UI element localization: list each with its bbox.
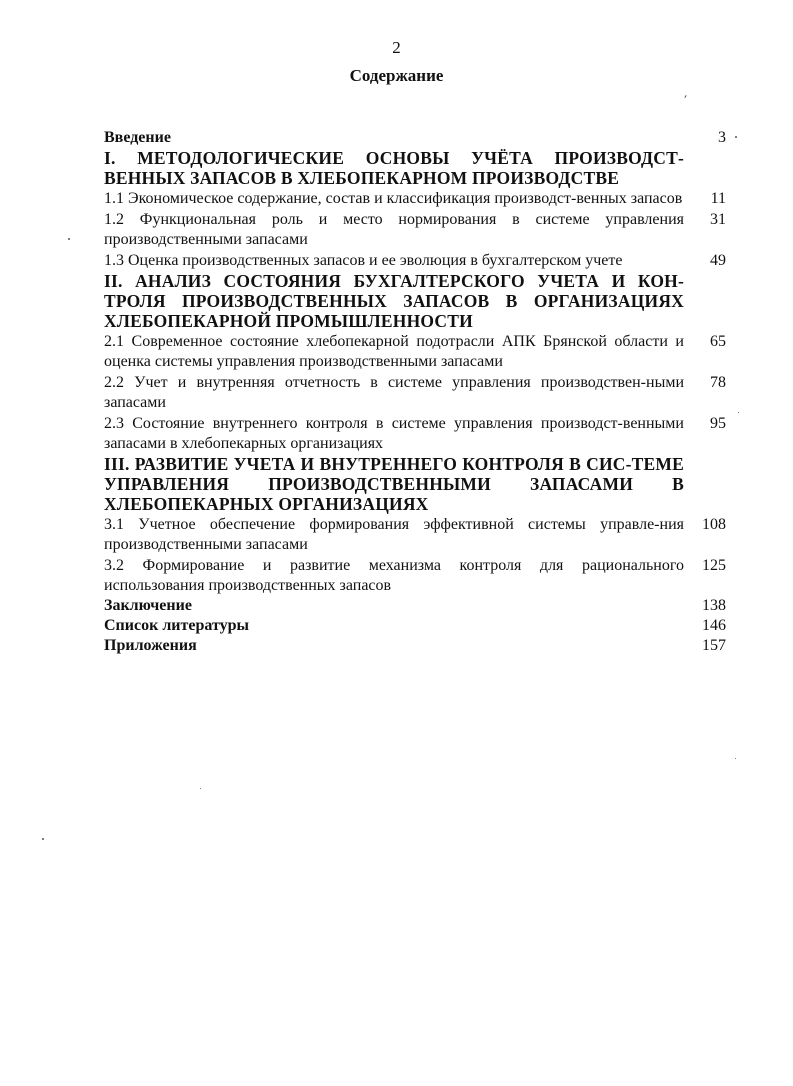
toc-entry-text: Список литературы bbox=[104, 617, 249, 634]
toc-entry-3-2 bbox=[104, 556, 726, 596]
toc-entry-page: 157 bbox=[702, 637, 726, 654]
toc-entry-references bbox=[104, 616, 726, 636]
toc-entry-appendices bbox=[104, 636, 726, 656]
toc-entry-2-2 bbox=[104, 373, 726, 413]
toc-title: Содержание bbox=[349, 66, 444, 85]
toc-entry-page: 125 bbox=[702, 557, 726, 574]
toc-entry-text: 1.3 Оценка производственных запасов и ее эволюция в бухгалтерском учете bbox=[104, 252, 623, 269]
toc-chapter-2 bbox=[104, 271, 726, 331]
toc-chapter-1 bbox=[104, 148, 726, 188]
scan-speck bbox=[735, 136, 737, 138]
toc-entry-introduction bbox=[104, 128, 726, 148]
scan-speck bbox=[735, 758, 736, 759]
toc-entry-1-2 bbox=[104, 210, 726, 250]
scan-speck bbox=[200, 788, 201, 789]
toc-entry-text: 3.2 Формирование и развитие механизма контроля для рационального использования производственных запасов bbox=[104, 557, 684, 594]
toc-entry-text: Приложения bbox=[104, 637, 197, 654]
toc-entry-page: 108 bbox=[702, 516, 726, 533]
toc-chapter-title: II. АНАЛИЗ СОСТОЯНИЯ БУХГАЛТЕРСКОГО УЧЕТА И КОН-ТРОЛЯ ПРОИЗВОДСТВЕННЫХ ЗАПАСОВ В ОРГАНИЗАЦИЯХ ХЛЕБОПЕКАРНОЙ ПРОМЫШЛЕННОСТИ bbox=[104, 271, 684, 331]
scan-speck bbox=[684, 95, 686, 98]
page-number: 2 bbox=[392, 38, 401, 57]
toc-entry-text: 3.1 Учетное обеспечение формирования эффективной системы управле-ния производственными запасами bbox=[104, 516, 684, 553]
toc-entry-1-3 bbox=[104, 251, 726, 271]
toc-entry-page: 31 bbox=[710, 211, 726, 228]
toc-entry-3-1 bbox=[104, 515, 726, 555]
toc-entry-conclusion bbox=[104, 596, 726, 616]
toc-entry-page: 3 bbox=[718, 129, 726, 146]
toc-entry-text: Введение bbox=[104, 129, 171, 146]
scan-speck bbox=[738, 412, 739, 413]
toc-entry-page: 78 bbox=[710, 374, 726, 391]
toc-entry-2-3 bbox=[104, 414, 726, 454]
toc-entry-text: Заключение bbox=[104, 597, 192, 614]
toc-entry-page: 138 bbox=[702, 597, 726, 614]
toc-chapter-title: III. РАЗВИТИЕ УЧЕТА И ВНУТРЕННЕГО КОНТРОЛЯ В СИС-ТЕМЕ УПРАВЛЕНИЯ ПРОИЗВОДСТВЕННЫМИ ЗАПАСАМИ В ХЛЕБОПЕКАРНЫХ ОРГАНИЗАЦИЯХ bbox=[104, 454, 684, 514]
toc-chapter-title: I. МЕТОДОЛОГИЧЕСКИЕ ОСНОВЫ УЧЁТА ПРОИЗВОДСТ-ВЕННЫХ ЗАПАСОВ В ХЛЕБОПЕКАРНОМ ПРОИЗВОДСТВЕ bbox=[104, 148, 684, 188]
toc-entry-text: 2.2 Учет и внутренняя отчетность в системе управления производствен-ными запасами bbox=[104, 374, 684, 411]
toc-entry-text: 2.1 Современное состояние хлебопекарной подотрасли АПК Брянской области и оценка системы управления производственными запасами bbox=[104, 333, 684, 370]
toc-entry-page: 11 bbox=[710, 190, 726, 207]
toc-entry-page: 65 bbox=[710, 333, 726, 350]
toc-chapter-3 bbox=[104, 454, 726, 514]
toc-entry-text: 1.2 Функциональная роль и место нормирования в системе управления производственными запасами bbox=[104, 211, 684, 248]
toc-entry-1-1 bbox=[104, 189, 726, 209]
toc-entry-page: 95 bbox=[710, 415, 726, 432]
scan-speck bbox=[42, 838, 44, 840]
toc-entry-2-1 bbox=[104, 332, 726, 372]
toc-entry-text: 2.3 Состояние внутреннего контроля в системе управления производст-венными запасами в хлебопекарных организациях bbox=[104, 415, 684, 452]
toc-entry-page: 49 bbox=[710, 252, 726, 269]
table-of-contents bbox=[104, 128, 726, 656]
scan-speck bbox=[68, 238, 70, 240]
toc-entry-page: 146 bbox=[702, 617, 726, 634]
toc-entry-text: 1.1 Экономическое содержание, состав и классификация производст-венных запасов bbox=[104, 190, 683, 207]
